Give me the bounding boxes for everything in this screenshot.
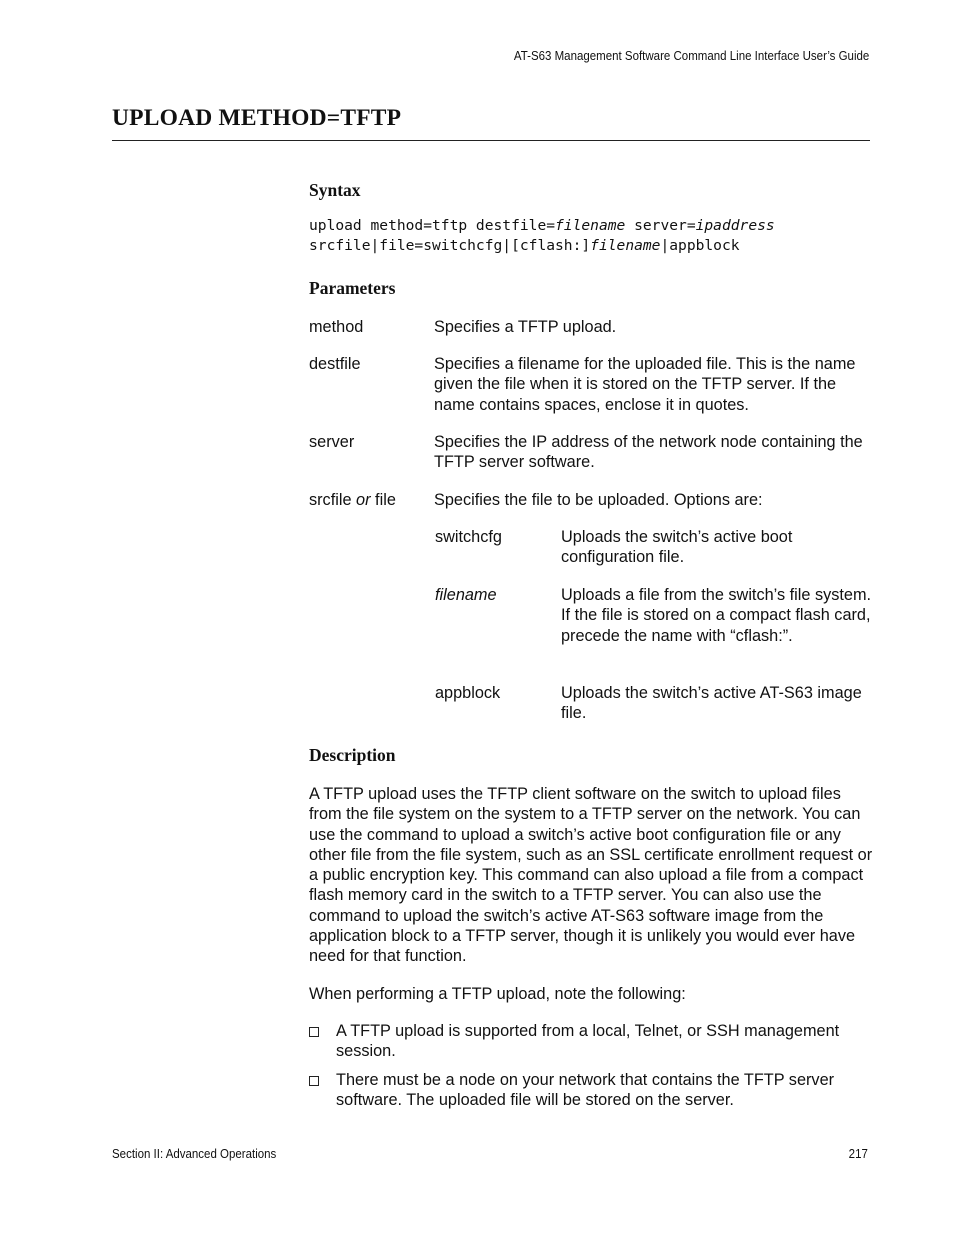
running-head: AT-S63 Management Software Command Line Interface User’s Guide [513, 49, 869, 63]
option-appblock-desc: Uploads the switch’s active AT-S63 image file. [561, 684, 862, 723]
param-server-name: server [309, 433, 355, 451]
option-switchcfg-desc: Uploads the switch’s active boot configuration file. [561, 528, 793, 567]
option-filename-desc: Uploads a file from the switch’s file system. If the file is stored on a compact flash card, precede the name with “cflash:”. [561, 586, 872, 645]
option-appblock-name: appblock [435, 684, 501, 702]
param-server-desc: Specifies the IP address of the network node containing the TFTP server software. [434, 433, 863, 472]
parameters-heading: Parameters [309, 278, 396, 298]
option-filename-name: filename [435, 586, 497, 604]
option-switchcfg-name: switchcfg [435, 528, 502, 546]
description-paragraph-1: A TFTP upload uses the TFTP client software on the switch to upload files from the file system on the system to a TFTP server on the network. You can use the command to upload a switch’s active boot configuration file or any other file from the file system, such as an SSL certificate enrollment request or a public encryption key. This command can also upload a file from a compact flash memory card in the switch to a TFTP server. You can also use the command to upload the switch’s active AT-S63 software image from the application block to a TFTP server, though it is unlikely you would ever have need for that function. [309, 785, 873, 966]
footer-section: Section II: Advanced Operations [112, 1147, 277, 1161]
param-destfile-desc: Specifies a filename for the uploaded file. This is the name given the file when it is stored on the TFTP server. If the name contains spaces, enclose it in quotes. [434, 355, 856, 414]
param-srcfile-name: srcfile or file [309, 491, 396, 509]
footer-page-number: 217 [848, 1147, 868, 1161]
bullet-box-icon [309, 1027, 319, 1037]
param-destfile-name: destfile [309, 355, 361, 373]
syntax-line-1: upload method=tftp destfile=filename server=ipaddress [309, 217, 775, 234]
param-method-name: method [309, 318, 364, 336]
description-heading: Description [309, 745, 396, 765]
bullet-item: A TFTP upload is supported from a local, Telnet, or SSH management session. [336, 1022, 840, 1061]
syntax-heading: Syntax [309, 180, 361, 200]
param-method-desc: Specifies a TFTP upload. [434, 318, 617, 336]
syntax-line-2: srcfile|file=switchcfg|[cflash:]filename|appblock [309, 237, 740, 254]
bullet-box-icon [309, 1076, 319, 1086]
description-paragraph-2: When performing a TFTP upload, note the following: [309, 985, 686, 1003]
bullet-item: There must be a node on your network that contains the TFTP server software. The uploaded file will be stored on the server. [336, 1071, 835, 1110]
title-rule [112, 140, 870, 141]
page-title: UPLOAD METHOD=TFTP [112, 105, 402, 131]
param-srcfile-desc: Specifies the file to be uploaded. Options are: [434, 491, 763, 509]
